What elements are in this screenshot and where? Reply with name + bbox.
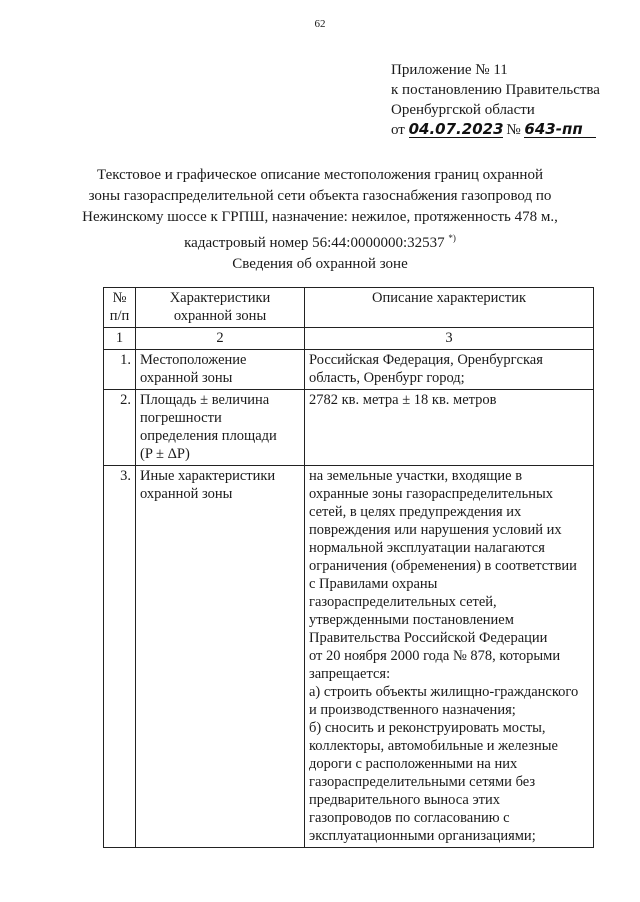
row-characteristic: Иные характеристики охранной зоны — [136, 466, 305, 848]
appendix-line-1: Приложение № 11 — [391, 62, 508, 78]
appendix-header — [391, 60, 600, 140]
page-number: 62 — [314, 18, 326, 30]
handwritten-date: 04.07.2023 — [408, 120, 504, 138]
column-number-row — [104, 328, 594, 350]
row-description: Российская Федерация, Оренбургская область, Оренбург город; — [305, 350, 594, 390]
table-row — [104, 350, 594, 390]
row-characteristic: Площадь ± величина погрешности определения площади (P ± ΔP) — [136, 390, 305, 466]
table-header-row — [104, 288, 594, 328]
appendix-line-2: к постановлению Правительства — [391, 82, 600, 98]
section-title: Сведения об охранной зоне — [232, 256, 408, 272]
protection-zone-table — [103, 287, 594, 848]
header-characteristics: Характеристики охранной зоны — [136, 288, 305, 328]
column-number-3: 3 — [305, 328, 594, 350]
row-description: на земельные участки, входящие в охранные зоны газораспределительных сетей, в целях предупреждения их повреждения или нарушения условий их нормальной эксплуатации налагаются ограничения (обременения) в соответствии с Правилами охраны газораспределительных сетей, утвержденными постановлением Правительства Российской Федерации от 20 ноября 2000 года № 878, которыми запрещается: а) строить объекты жилищно-гражданского и производственного назначения; б) сносить и реконструировать мосты, коллекторы, автомобильные и железные дороги с расположенными на них газораспределительными сетями без предварительного выноса этих газопроводов по согласованию с эксплуатационными организациями; — [305, 466, 594, 848]
column-number-1: 1 — [104, 328, 136, 350]
row-number: 1. — [104, 350, 136, 390]
from-label: от — [391, 122, 405, 138]
row-description: 2782 кв. метра ± 18 кв. метров — [305, 390, 594, 466]
document-title — [80, 165, 560, 254]
column-number-2: 2 — [136, 328, 305, 350]
appendix-line-3: Оренбургской области — [391, 102, 535, 118]
header-number: № п/п — [104, 288, 136, 328]
table-row — [104, 390, 594, 466]
title-text: Текстовое и графическое описание местоположения границ охранной зоны газораспределительной сети объекта газоснабжения газопровод по Нежинскому шоссе к ГРПШ, назначение: нежилое, протяженность 478 м., кадастровый номер 56:44:0000000:32537 — [82, 167, 558, 251]
row-characteristic: Местоположение охранной зоны — [136, 350, 305, 390]
handwritten-number: 643-пп — [524, 121, 596, 138]
number-label: № — [506, 122, 521, 138]
row-number: 3. — [104, 466, 136, 848]
title-footnote-mark: *) — [448, 233, 456, 243]
table-row — [104, 466, 594, 848]
row-number: 2. — [104, 390, 136, 466]
appendix-date-line — [391, 120, 600, 140]
header-description: Описание характеристик — [305, 288, 594, 328]
